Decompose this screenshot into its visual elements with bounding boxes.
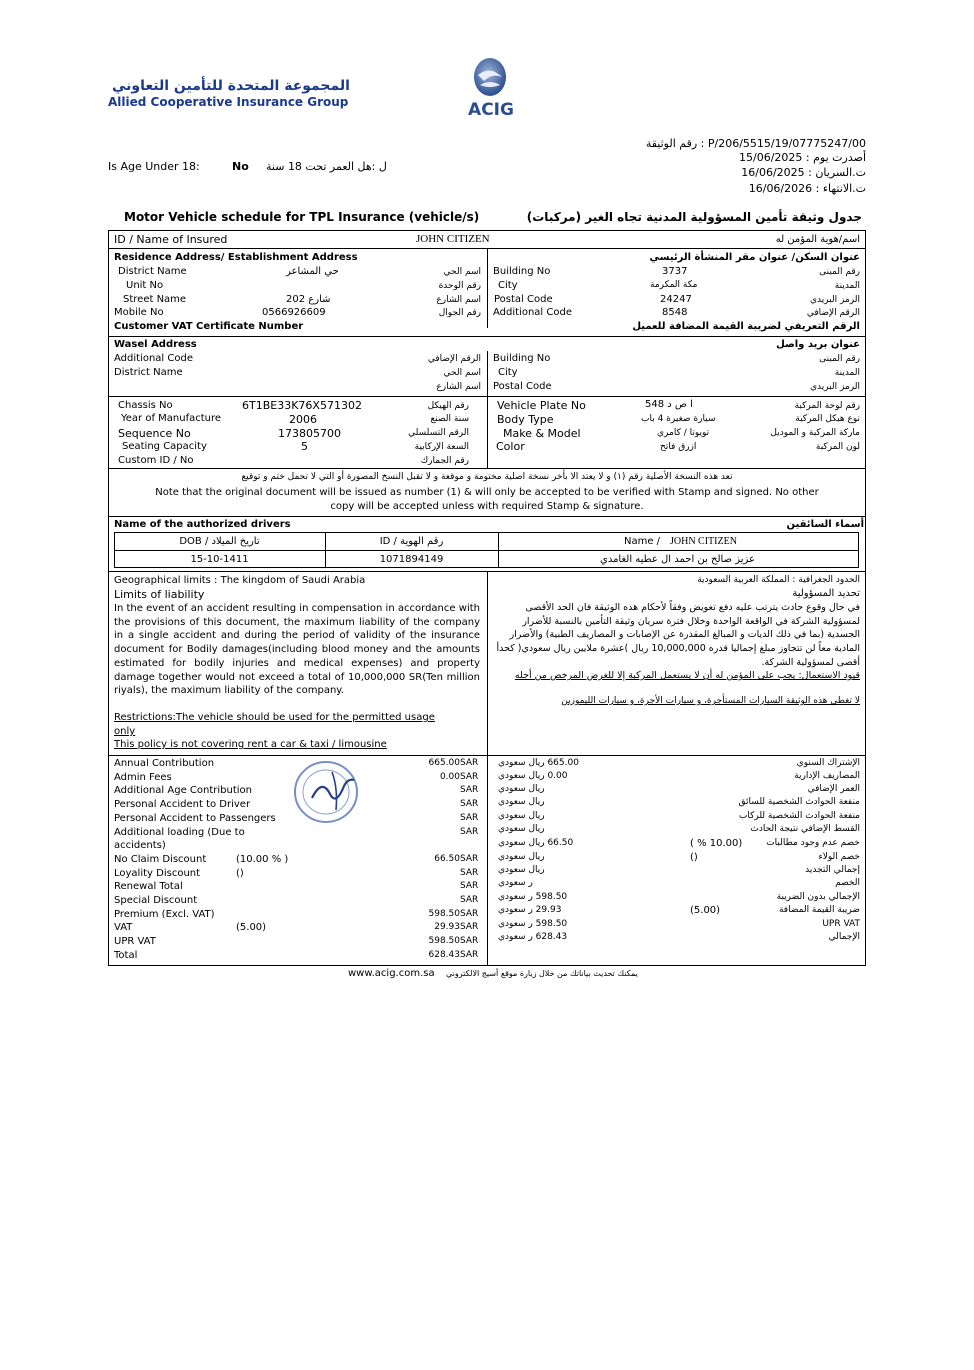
additional-code-label-ar: الرقم الإضافي (806, 308, 860, 318)
fee-currency: SAR (460, 826, 479, 837)
fee-amount: 0.00 (439, 771, 460, 782)
fee-value-ar: 0.00 ريال سعودي (498, 771, 568, 781)
sequence-label: Sequence No (118, 427, 191, 440)
postal-value: 24247 (660, 294, 692, 305)
body-type-value: سيارة صغيرة 4 باب (641, 414, 716, 424)
fee-label: Admin Fees (114, 771, 172, 783)
fee-value-ar: ريال سعودي (498, 852, 545, 862)
building-value: 3737 (662, 266, 688, 277)
acig-logo-icon (462, 55, 520, 133)
driver-dob: 15-10-1411 (190, 554, 249, 565)
fee-rate: () (236, 867, 244, 879)
street-label-ar: اسم الشارع (436, 295, 481, 305)
fee-label-ar: خصم الولاء (818, 852, 860, 862)
vat-cert-label-en: Customer VAT Certificate Number (114, 321, 304, 332)
district-value: حي المشاعر (286, 266, 339, 277)
fee-label: Additional loading (Due to (114, 826, 245, 838)
sequence-label-ar: الرقم التسلسلي (408, 428, 469, 438)
age-label-en: Is Age Under 18: (108, 160, 200, 173)
wasel-heading-ar: عنوان بريد واصل (776, 339, 860, 350)
fee-currency: SAR (460, 867, 479, 878)
liability-body-en: In the event of an accident resulting in compensation in accordance with the provisions of this document, the maximum liability of the company in a single accident and during the period of validity of the insurance document for Bodily damages(including blood money and the amounts estimated for bodily injuries and medical expenses) and property damage together would not exceed a total of 10,000,000 SR(Ten million riyals), the maximum liability of the company. (114, 603, 480, 697)
fee-amount: 598.50 (428, 908, 460, 919)
fee-currency: SAR (460, 771, 479, 782)
fee-value-ar: ريال سعودي (498, 784, 545, 794)
fee-label-ar: منفعة الحوادث الشخصية للركاب (738, 811, 860, 821)
make-model-value: تويوتا / كامري (657, 428, 710, 438)
fee-value-ar: ريال سعودي (498, 811, 545, 821)
title-ar: جدول وثيقة تأمين المسؤولية المدنية تجاه الغير (مركبات) (526, 210, 862, 224)
wasel-postal-label: Postal Code (493, 381, 552, 392)
street-label: Street Name (123, 294, 187, 305)
fee-label: accidents) (114, 840, 166, 852)
postal-label-ar: الرمز البريدي (809, 295, 860, 305)
liability-heading-ar: تحديد المسؤولية (792, 588, 860, 599)
city-value: مكة المكرمة (650, 280, 698, 290)
fee-amount: 29.93 (434, 922, 460, 933)
fee-currency: SAR (460, 799, 479, 810)
color-label: Color (496, 440, 525, 453)
fee-currency: SAR (460, 949, 479, 960)
residence-heading-en: Residence Address/ Establishment Address (114, 252, 358, 263)
wasel-additional-label-ar: الرقم الإضافي (427, 354, 481, 364)
building-label-ar: رقم المبنى (819, 267, 860, 277)
fee-label-ar: الخصم (835, 878, 860, 888)
fee-label: Special Discount (114, 895, 198, 906)
seating-label: Seating Capacity (122, 441, 207, 452)
fee-label-ar: إجمالي التجديد (805, 865, 860, 875)
wasel-city-label: City (498, 367, 518, 378)
plate-value: ا ص د 548 (645, 399, 693, 410)
fee-value-ar: ريال سعودي (498, 797, 545, 807)
make-model-label: Make & Model (503, 427, 581, 440)
fee-amount: 598.50 (428, 936, 460, 947)
city-label: City (498, 280, 518, 291)
drivers-heading-en: Name of the authorized drivers (114, 519, 291, 530)
additional-code-label: Additional Code (493, 307, 572, 318)
note-ar: تعد هذه النسخة الأصلية رقم (١) و لا يعتد الا بأخر نسخة اصلية مختومة و موقعة و لا تقبل النسخ المصورة أو التي لا تحمل ختم و توقيع (241, 472, 733, 482)
chassis-value: 6T1BE33K76X571302 (242, 399, 362, 412)
plate-label-ar: رقم لوحة المركبة (794, 401, 860, 411)
fee-value-ar: 598.50 ر سعودي (498, 892, 568, 902)
fee-label-ar: منفعة الحوادث الشخصية للسائق (738, 797, 860, 807)
divider (487, 351, 488, 396)
fee-amount: 665.00 (428, 758, 460, 768)
fee-value-ar: ريال سعودي (498, 824, 545, 834)
fee-currency: SAR (460, 812, 479, 823)
wasel-additional-label: Additional Code (114, 353, 193, 364)
fee-amount: 628.43 (428, 949, 460, 960)
footer-url[interactable]: www.acig.com.sa (348, 968, 435, 979)
fee-currency: SAR (460, 853, 479, 864)
wasel-heading-en: Wasel Address (114, 339, 197, 350)
fee-label: Annual Contribution (114, 758, 215, 769)
drivers-table-divider (498, 532, 499, 568)
fee-label: Personal Accident to Passengers (114, 812, 276, 824)
district-label: District Name (118, 266, 187, 277)
fee-currency: SAR (460, 881, 479, 892)
fee-value-ar: 665.00 ريال سعودي (498, 758, 579, 768)
residence-heading-ar: عنوان السكن/ عنوان مقر المنشأة الرئيسي (649, 252, 860, 263)
geo-limits-en: Geographical limits : The kingdom of Saudi Arabia (114, 575, 366, 586)
col-id: ID / رقم الهوية (379, 536, 444, 547)
fee-label: Renewal Total (114, 881, 183, 893)
fee-label-ar: الإجمالي (828, 932, 860, 942)
custom-id-label-ar: رقم الجمارك (420, 456, 469, 466)
divider (108, 468, 866, 469)
exclusions-ar: لا تغطي هذه الوثيقة السيارات المستأجرة، و سيارات الأجرة، و سيارات الليموزين (561, 696, 860, 706)
fee-value-ar: 66.50 ريال سعودي (498, 838, 574, 848)
fee-label: UPR VAT (114, 936, 156, 948)
year-value: 2006 (289, 413, 317, 426)
fee-rate: (10.00 % ) (236, 853, 289, 865)
acig-logo (462, 55, 520, 133)
fee-currency: SAR (460, 922, 479, 933)
fee-label: Loyality Discount (114, 867, 201, 879)
divider (487, 396, 488, 468)
fee-label-ar: ضريبة القيمة المضافة (778, 905, 860, 915)
mobile-label: Mobile No (114, 307, 164, 318)
fee-rate-ar: ( % 10.00) (690, 838, 743, 849)
company-name-ar: المجموعة المتحدة للتأمين التعاوني (112, 78, 350, 94)
fee-label: Additional Age Contribution (114, 785, 252, 797)
fee-value-ar: ريال سعودي (498, 865, 545, 875)
note-en-line1: Note that the original document will be issued as number (1) & will only be accepted to be verified with Stamp and signed. No other (155, 487, 819, 498)
fee-rate-ar: (5.00) (690, 905, 721, 916)
divider (487, 571, 488, 966)
fee-label-ar: المصاريف الإدارية (794, 771, 860, 781)
building-label: Building No (493, 266, 551, 277)
footer-text-ar: يمكنك تحديث بياناتك من خلال زيارة موقع أسيج الالكتروني (446, 969, 638, 978)
fee-currency: SAR (460, 908, 479, 919)
wasel-city-label-ar: المدينة (834, 368, 860, 378)
driver-name: عزيز صالح بن احمد ال عطيه الغامدي (600, 554, 756, 565)
fee-value-ar: ر سعودي (498, 878, 533, 888)
drivers-table-divider (114, 550, 859, 551)
make-model-label-ar: ماركة المركبة و الموديل (770, 428, 860, 438)
fee-rate: (5.00) (236, 922, 267, 934)
restrictions-ar: قيود الاستعمال: يجب على المؤمن له أن لا يستعمل المركبة إلا للغرض المرخص من أجله (514, 670, 860, 681)
seating-value: 5 (301, 440, 308, 453)
wasel-district-label: District Name (114, 367, 183, 378)
liability-body-ar: في حال وقوع حادث يترتب عليه دفع تعويض وفقاً لأحكام هذه الوثيقة فان الحد الأقصى لمسؤولية الشركة في الواقعة الواحدة وخلال فترة سريان وثيقة التأمين بالنسبة للأضرار الجسدية (بما في ذلك الديات و المبالغ المقدرة عن الإصابات و المصاريف الطبية) والأضرار المادية معاً لن تتجاوز مبلغ إجماليا قدره 10,000,000 ريال )عشرة ملايين ريال سعودي( كحدأ أقصى لمسؤولية الشركة. (496, 602, 860, 668)
fee-label-ar: خصم عدم وجود مطالبات (766, 838, 860, 848)
color-label-ar: لون المركبة (815, 442, 860, 452)
district-label-ar: اسم الحي (443, 267, 481, 277)
fee-label-ar: القسط الإضافي نتيجة الحادث (750, 824, 860, 834)
divider (108, 336, 866, 337)
mobile-value: 0566926609 (262, 307, 326, 318)
issue-date: أصدرت يوم : 15/06/2025 (739, 151, 866, 164)
driver-id: 1071894149 (379, 554, 444, 565)
sequence-value: 173805700 (278, 427, 341, 440)
city-label-ar: المدينة (834, 281, 860, 291)
chassis-label-ar: رقم الهيكل (427, 401, 469, 411)
fee-value-ar: 628.43 ر سعودي (498, 932, 568, 942)
end-date: ت.الانتهاء : 16/06/2026 (748, 182, 866, 195)
mobile-label-ar: رقم الجوال (438, 308, 481, 318)
fee-value-ar: 598.50 ر سعودي (498, 919, 568, 929)
wasel-street-label-ar: اسم الشارع (436, 382, 481, 392)
year-label: Year of Manufacture (121, 413, 222, 424)
unit-label-ar: رقم الوحدة (438, 281, 481, 291)
fee-label: Total (114, 949, 138, 961)
insured-name: JOHN CITIZEN (416, 233, 490, 245)
seating-label-ar: السعة الإركابية (414, 442, 469, 452)
fee-label: Personal Accident to Driver (114, 799, 251, 811)
fee-rate-ar: () (690, 852, 698, 863)
vat-cert-label-ar: الرقم التعريفي لضريبة القيمة المضافة للعميل (632, 321, 860, 332)
company-stamp (292, 758, 362, 826)
fee-label: VAT (114, 922, 133, 934)
additional-code-value: 8548 (662, 307, 688, 318)
divider (487, 248, 488, 328)
street-value: شارع 202 (286, 294, 331, 305)
exclusions-en: This policy is not covering rent a car & taxi / limousine (114, 739, 387, 750)
insured-label-en: ID / Name of Insured (114, 233, 228, 246)
year-label-ar: سنة الصنع (430, 414, 469, 424)
fee-value-ar: 29.93 ر سعودي (498, 905, 562, 915)
note-en-line2: copy will be accepted unless with required Stamp & signature. (330, 501, 644, 512)
fee-label-ar: UPR VAT (822, 919, 860, 929)
fee-amount: 66.50 (434, 853, 460, 864)
fee-currency: SAR (460, 785, 479, 796)
fee-label-ar: الإشتراك السنوي (796, 758, 860, 768)
fee-label: No Claim Discount (114, 853, 207, 865)
divider (108, 516, 866, 517)
title-en: Motor Vehicle schedule for TPL Insurance (vehicle/s) (124, 210, 480, 224)
insured-label-ar: اسم/هوية المؤمن له (775, 234, 860, 245)
body-type-label: Body Type (497, 413, 554, 426)
chassis-label: Chassis No (118, 400, 173, 411)
fee-label: Premium (Excl. VAT) (114, 908, 215, 920)
wasel-building-label: Building No (493, 353, 551, 364)
stamp-icon (292, 758, 362, 826)
restrictions-en: Restrictions:The vehicle should be used for the permitted usage (114, 712, 435, 723)
fee-label-ar: العمر الإضافي (807, 784, 860, 794)
custom-id-label: Custom ID / No (118, 455, 194, 466)
body-type-label-ar: نوع هيكل المركبة (795, 414, 860, 424)
plate-label: Vehicle Plate No (497, 399, 586, 412)
liability-heading-en: Limits of liability (114, 588, 205, 601)
wasel-building-label-ar: رقم المبنى (819, 354, 860, 364)
wasel-postal-label-ar: الرمز البريدي (809, 382, 860, 392)
restrictions-en-only: only (114, 726, 136, 737)
policy-number: رقم الوثيقة : P/206/5515/19/07775247/00 (645, 137, 866, 150)
unit-label: Unit No (126, 280, 164, 291)
age-label-ar: ل :هل العمر تحت 18 سنة (266, 160, 387, 173)
fee-currency: SAR (460, 936, 479, 947)
col-name: Name / (624, 536, 661, 547)
col-dob: DOB / تاريخ الميلاد (179, 536, 260, 547)
postal-label: Postal Code (494, 294, 553, 305)
age-value: No (232, 160, 249, 173)
fee-currency: SAR (460, 758, 479, 768)
geo-limits-ar: الحدود الجغرافية : المملكة العربية السعودية (697, 575, 860, 585)
company-name-en: Allied Cooperative Insurance Group (108, 95, 349, 109)
fee-currency: SAR (460, 895, 479, 905)
logo-wordmark: ACIG (468, 100, 514, 120)
drivers-heading-ar: أسماء السائقين (786, 519, 864, 530)
col-name-value: JOHN CITIZEN (670, 536, 737, 547)
fee-label-ar: الإجمالي بدون الضريبة (776, 892, 860, 902)
color-value: ازرق فاتح (660, 442, 697, 452)
wasel-district-label-ar: اسم الحي (443, 368, 481, 378)
start-date: ت.السريان : 16/06/2025 (741, 166, 866, 179)
